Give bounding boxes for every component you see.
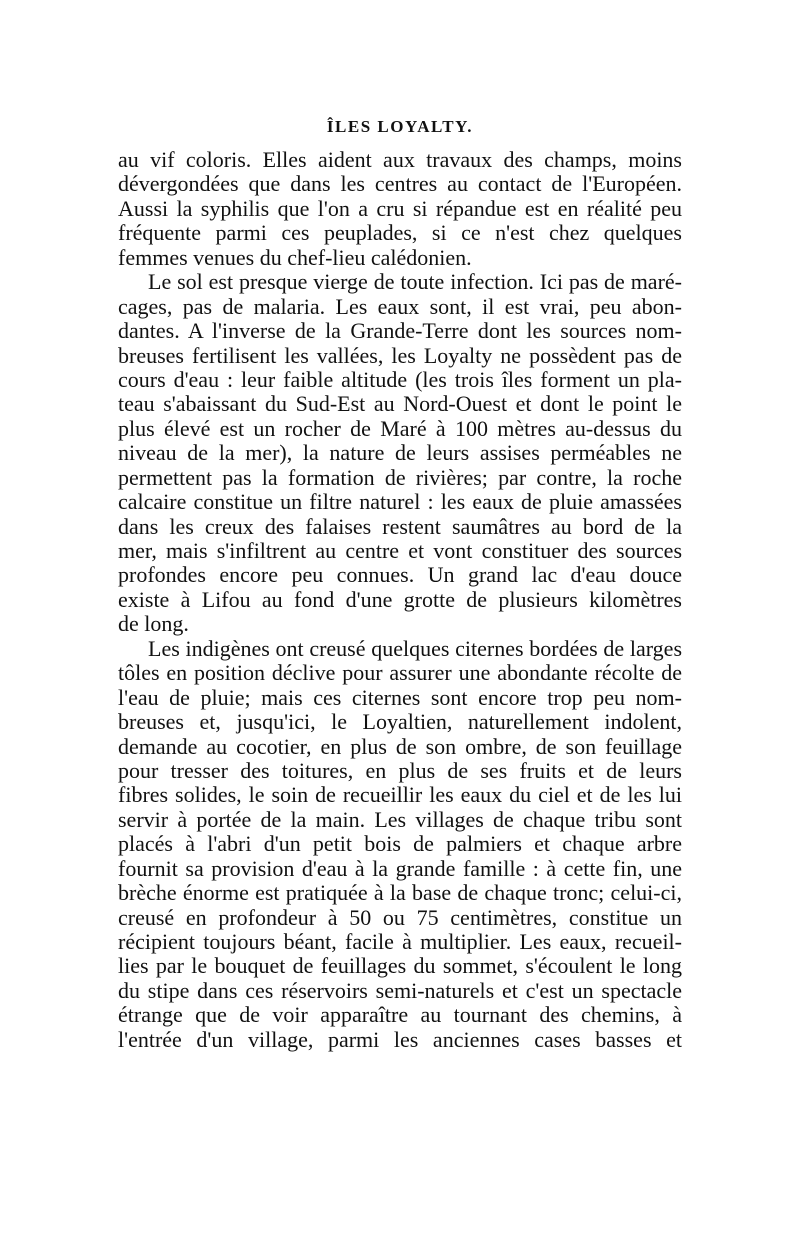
text-line: brèche énorme est pratiquée à la base de chaque tronc; celui-ci,: [118, 881, 682, 906]
text-line: teau s'abaissant du Sud-Est au Nord-Ouest et dont le point le: [118, 392, 682, 417]
text-line: calcaire constitue un filtre naturel : les eaux de pluie amassées: [118, 490, 682, 515]
body-text: [118, 148, 682, 1052]
text-line: pour tresser des toitures, en plus de ses fruits et de leurs: [118, 758, 682, 783]
text-line: récipient toujours béant, facile à multiplier. Les eaux, recueil-: [118, 930, 682, 954]
text-line: l'entrée d'un village, parmi les anciennes cases basses et: [118, 1027, 682, 1052]
text-line: fréquente parmi ces peuplades, si ce n'est chez quelques: [118, 221, 682, 246]
text-line: permettent pas la formation de rivières; par contre, la roche: [118, 465, 682, 490]
text-line: lies par le bouquet de feuillages du sommet, s'écoulent le long: [118, 954, 682, 979]
text-line: femmes venues du chef-lieu calédonien.: [118, 245, 472, 270]
text-line: demande au cocotier, en plus de son ombre, de son feuillage: [118, 734, 682, 759]
text-line: breuses et, jusqu'ici, le Loyaltien, naturellement indolent,: [118, 710, 682, 735]
running-head: ÎLES LOYALTY.: [326, 117, 474, 136]
text-line: du stipe dans ces réservoirs semi-naturels et c'est un spectacle: [118, 978, 682, 1003]
text-line: profondes encore peu connues. Un grand lac d'eau douce: [118, 563, 682, 588]
text-line: dans les creux des falaises restent saumâtres au bord de la: [118, 514, 682, 539]
text-line: fibres solides, le soin de recueillir les eaux du ciel et de les lui: [118, 783, 682, 808]
text-line: servir à portée de la main. Les villages de chaque tribu sont: [118, 807, 682, 832]
text-line: fournit sa provision d'eau à la grande famille : à cette fin, une: [118, 856, 682, 881]
text-line: cages, pas de malaria. Les eaux sont, il est vrai, peu abon-: [118, 294, 682, 319]
text-line: étrange que de voir apparaître au tournant des chemins, à: [118, 1003, 682, 1028]
text-line: de long.: [118, 612, 189, 637]
text-line: Aussi la syphilis que l'on a cru si répandue est en réalité peu: [118, 196, 682, 221]
text-line: creusé en profondeur à 50 ou 75 centimètres, constitue un: [118, 905, 682, 930]
text-line: existe à Lifou au fond d'une grotte de plusieurs kilomètres: [118, 587, 682, 612]
text-line: au vif coloris. Elles aident aux travaux des champs, moins: [118, 148, 682, 172]
text-line: Le sol est presque vierge de toute infection. Ici pas de maré-: [148, 270, 682, 295]
text-line: dantes. A l'inverse de la Grande-Terre dont les sources nom-: [118, 319, 682, 344]
text-line: cours d'eau : leur faible altitude (les trois îles forment un pla-: [118, 367, 682, 392]
text-line: l'eau de pluie; mais ces citernes sont encore trop peu nom-: [118, 685, 682, 710]
text-line: niveau de la mer), la nature de leurs assises perméables ne: [118, 441, 682, 466]
text-line: placés à l'abri d'un petit bois de palmiers et chaque arbre: [118, 832, 682, 857]
text-line: tôles en position déclive pour assurer une abondante récolte de: [118, 661, 682, 686]
text-line: plus élevé est un rocher de Maré à 100 mètres au-dessus du: [118, 416, 682, 441]
text-line: mer, mais s'infiltrent au centre et vont constituer des sources: [118, 539, 682, 563]
text-line: breuses fertilisent les vallées, les Loyalty ne possèdent pas de: [118, 343, 682, 368]
text-line: dévergondées que dans les centres au contact de l'Européen.: [118, 172, 682, 197]
text-line: Les indigènes ont creusé quelques citernes bordées de larges: [148, 636, 682, 661]
